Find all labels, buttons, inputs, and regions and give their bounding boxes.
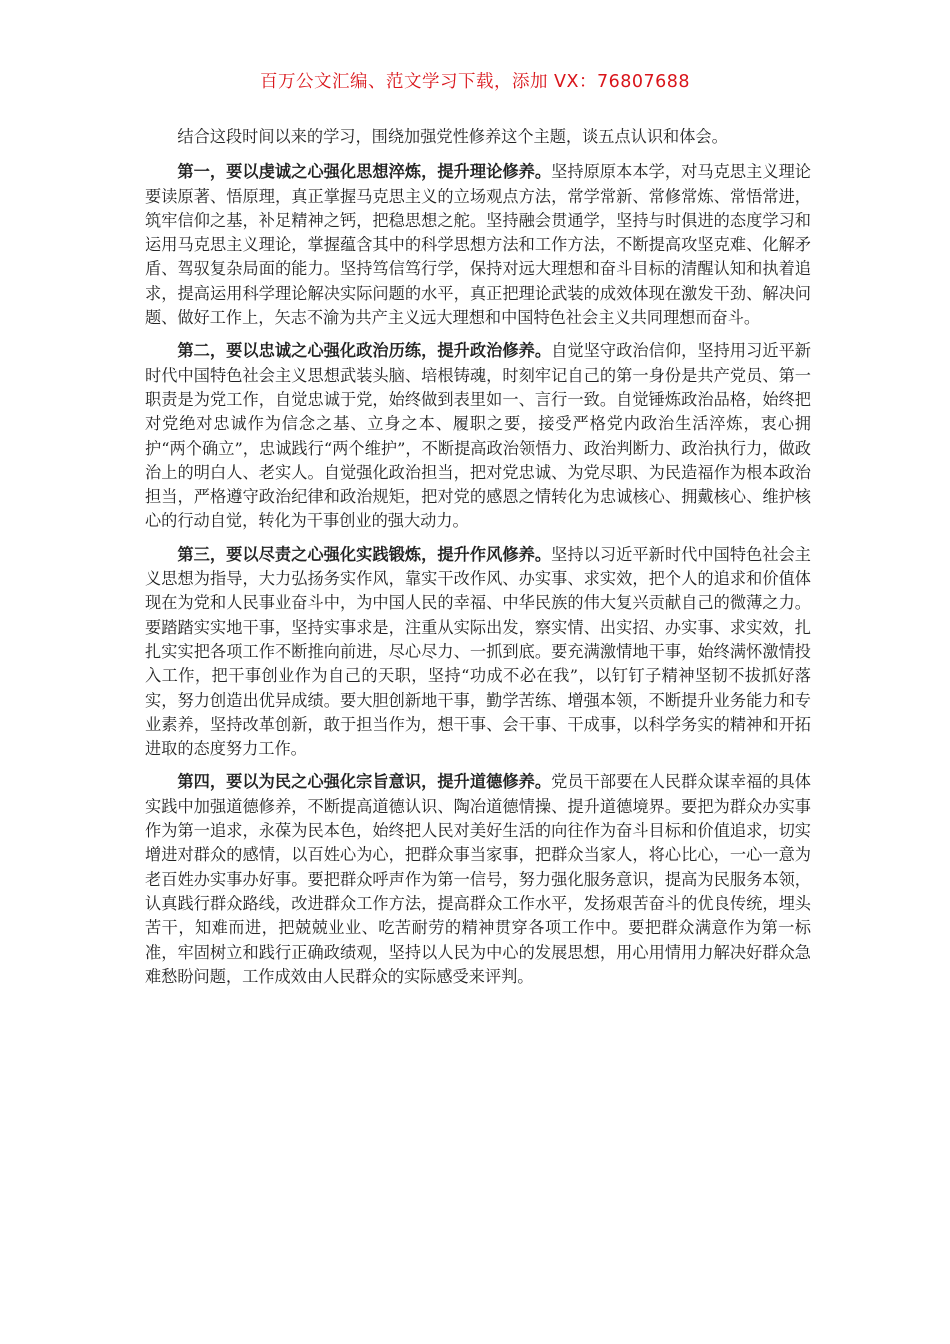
section-1-body: 坚持原原本本学，对马克思主义理论要读原著、悟原理，真正掌握马克思主义的立场观点方法，常学常新、常修常炼、常悟常进，筑牢信仰之基，补足精神之钙，把稳思想之舵。坚持融会贯通学，坚持与时俱进的态度学习和运用马克思主义理论，掌握蕴含其中的科学思想方法和工作方法，不断提高攻坚克难、化解矛盾、驾驭复杂局面的能力。坚持笃信笃行学，保持对远大理想和奋斗目标的清醒认知和执着追求，提高运用科学理论解决实际问题的水平，真正把理论武装的成效体现在激发干劲、解决问题、做好工作上，矢志不渝为共产主义远大理想和中国特色社会主义共同理想而奋斗。 bbox=[145, 162, 811, 328]
section-3-body: 坚持以习近平新时代中国特色社会主义思想为指导，大力弘扬务实作风，靠实干改作风、办实事、求实效，把个人的追求和价值体现在为党和人民事业奋斗中，为中国人民的幸福、中华民族的伟大复兴贡献自己的微薄之力。要踏踏实实地干事，坚持实事求是，注重从实际出发，察实情、出实招、办实事、求实效，扎扎实实把各项工作不断推向前进，尽心尽力、一抓到底。要充满激情地干事，始终满怀激情投入工作，把干事创业作为自己的天职，坚持“功成不必在我”，以钉钉子精神坚韧不拔抓好落实，努力创造出优异成绩。要大胆创新地干事，勤学苦练、增强本领，不断提升业务能力和专业素养，坚持改革创新，敢于担当作为，想干事、会干事、干成事，以科学务实的精神和开拓进取的态度努力工作。 bbox=[145, 544, 811, 759]
section-4-lead: 第四，要以为民之心强化宗旨意识，提升道德修养。 bbox=[177, 772, 552, 792]
document-body bbox=[145, 125, 811, 998]
section-1-paragraph bbox=[145, 160, 811, 330]
section-4-paragraph bbox=[145, 770, 811, 989]
page-header-watermark: 百万公文汇编、范文学习下载，添加 VX：76807688 bbox=[259, 72, 691, 92]
section-4-body: 党员干部要在人民群众谋幸福的具体实践中加强道德修养，不断提高道德认识、陶冶道德情操、提升道德境界。要把为群众办实事作为第一追求，永葆为民本色，始终把人民对美好生活的向往作为奋斗目标和价值追求，切实增进对群众的感情，以百姓心为心，把群众事当家事，把群众当家人，将心比心，一心一意为老百姓办实事办好事。要把群众呼声作为第一信号，努力强化服务意识，提高为民服务本领，认真践行群众路线，改进群众工作方法，提高群众工作水平，发扬艰苦奋斗的优良传统，埋头苦干，知难而进，把兢兢业业、吃苦耐劳的精神贯穿各项工作中。要把群众满意作为第一标准，牢固树立和践行正确政绩观，坚持以人民为中心的发展思想，用心用情用力解决好群众急难愁盼问题，工作成效由人民群众的实际感受来评判。 bbox=[145, 772, 811, 986]
section-2-body: 自觉坚守政治信仰，坚持用习近平新时代中国特色社会主义思想武装头脑、培根铸魂，时刻牢记自己的第一身份是共产党员、第一职责是为党工作，自觉忠诚于党，始终做到表里如一、言行一致。自觉锤炼政治品格，始终把对党绝对忠诚作为信念之基、立身之本、履职之要，接受严格党内政治生活淬炼，衷心拥护“两个确立”，忠诚践行“两个维护”，不断提高政治领悟力、政治判断力、政治执行力，做政治上的明白人、老实人。自觉强化政治担当，把对党忠诚、为党尽职、为民造福作为根本政治担当，严格遵守政治纪律和政治规矩，把对党的感恩之情转化为忠诚核心、拥戴核心、维护核心的行动自觉，转化为干事创业的强大动力。 bbox=[145, 341, 811, 531]
section-3-paragraph bbox=[145, 543, 811, 762]
section-3-lead: 第三，要以尽责之心强化实践锻炼，提升作风修养。 bbox=[177, 544, 552, 564]
section-2-paragraph bbox=[145, 339, 811, 533]
intro-paragraph: 结合这段时间以来的学习，围绕加强党性修养这个主题，谈五点认识和体会。 bbox=[177, 127, 728, 146]
section-2-lead: 第二，要以忠诚之心强化政治历练，提升政治修养。 bbox=[177, 341, 552, 361]
section-1-lead: 第一，要以虔诚之心强化思想淬炼，提升理论修养。 bbox=[177, 162, 552, 182]
